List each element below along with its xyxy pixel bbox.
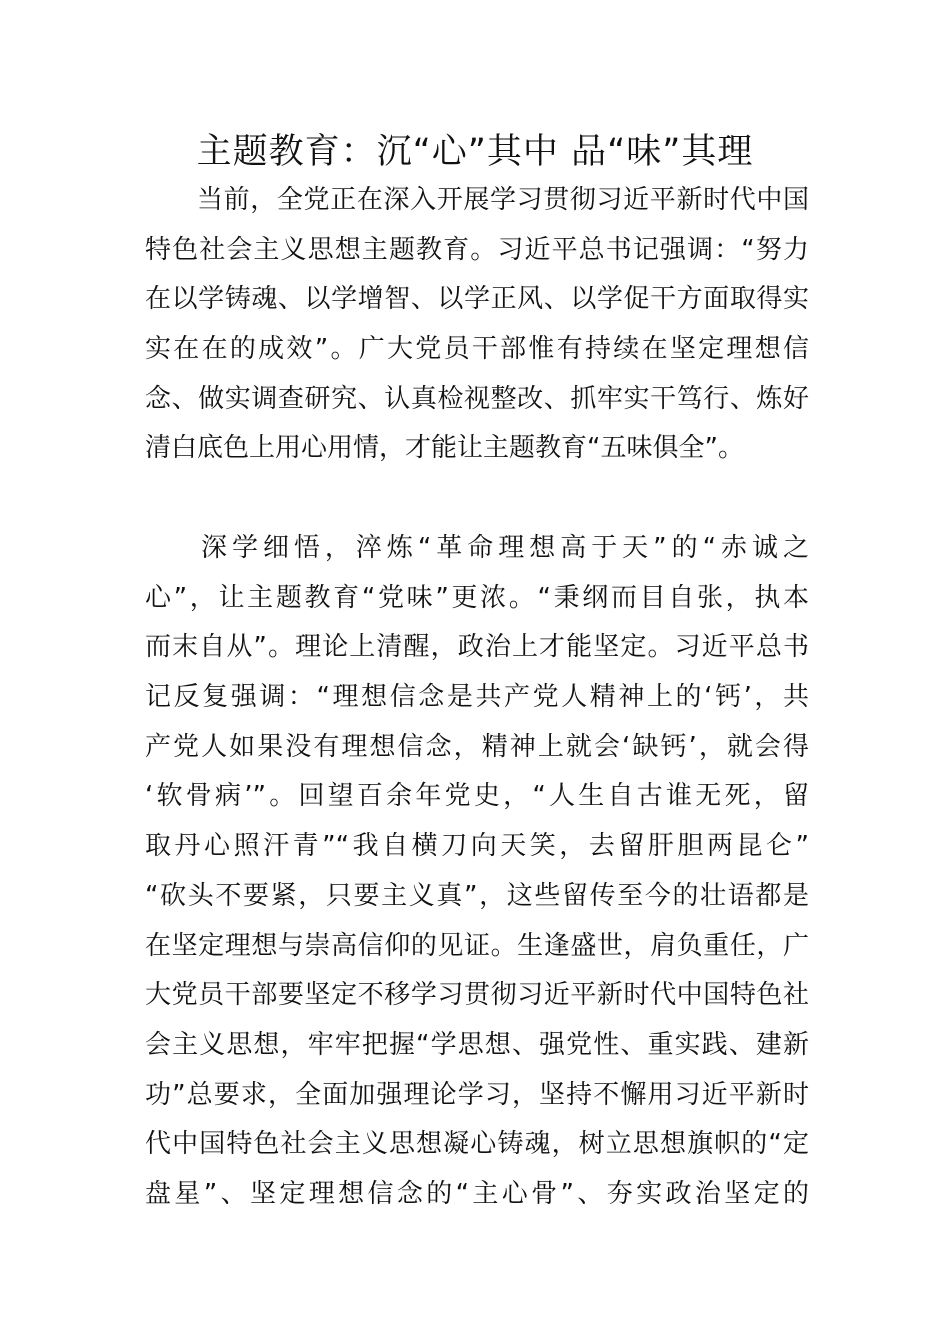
paragraph-1 xyxy=(145,176,809,474)
paragraph-line: 清白底色上用心用情，才能让主题教育“五味俱全”。 xyxy=(145,433,744,464)
paragraph-line: 记反复强调：“理想信念是共产党人精神上的‘钙’，共 xyxy=(145,682,809,713)
paragraph-line: 在坚定理想与崇高信仰的见证。生逢盛世，肩负重任，广 xyxy=(145,930,809,961)
paragraph-line: 产党人如果没有理想信念，精神上就会‘缺钙’，就会得 xyxy=(145,731,809,762)
paragraph-line: 在以学铸魂、以学增智、以学正风、以学促干方面取得实 xyxy=(145,284,809,315)
paragraph-line: 实在在的成效”。广大党员干部惟有持续在坚定理想信 xyxy=(145,334,809,365)
paragraph-line: 当前，全党正在深入开展学习贯彻习近平新时代中国 xyxy=(197,185,809,215)
paragraph-line: 深学细悟，淬炼“革命理想高于天”的“赤诚之 xyxy=(201,533,809,563)
paragraph-line: 心”，让主题教育“党味”更浓。“秉纲而目自张，执本 xyxy=(145,582,809,613)
paragraph-line: 盘星”、坚定理想信念的“主心骨”、夯实政治坚定的 xyxy=(145,1178,809,1209)
paragraph-line: 而末自从”。理论上清醒，政治上才能坚定。习近平总书 xyxy=(145,632,809,663)
paragraph-line: 念、做实调查研究、认真检视整改、抓牢实干笃行、炼好 xyxy=(145,383,809,414)
paragraph-2 xyxy=(145,524,809,1220)
paragraph-line: 代中国特色社会主义思想凝心铸魂，树立思想旗帜的“定 xyxy=(145,1129,809,1160)
paragraph-line: “砍头不要紧，只要主义真”，这些留传至今的壮语都是 xyxy=(145,880,809,911)
paragraph-line: ‘软骨病’”。回望百余年党史，“人生自古谁无死，留 xyxy=(145,781,809,812)
paragraph-line: 大党员干部要坚定不移学习贯彻习近平新时代中国特色社 xyxy=(145,980,809,1011)
paragraph-line: 会主义思想，牢牢把握“学思想、强党性、重实践、建新 xyxy=(145,1029,809,1060)
paragraph-line: 功”总要求，全面加强理论学习，坚持不懈用习近平新时 xyxy=(145,1079,809,1110)
document-title: 主题教育：沉“心”其中 品“味”其理 xyxy=(196,132,754,172)
paragraph-line: 取丹心照汗青”“我自横刀向天笑，去留肝胆两昆仑” xyxy=(145,831,809,862)
paragraph-line: 特色社会主义思想主题教育。习近平总书记强调：“努力 xyxy=(145,234,809,265)
